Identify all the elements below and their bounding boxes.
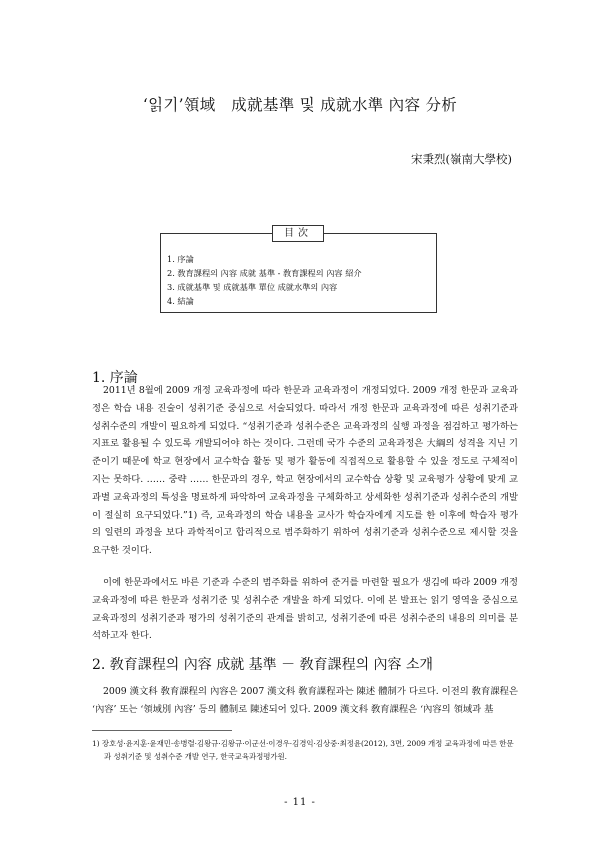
footnote-divider — [92, 730, 232, 731]
toc-list — [167, 252, 362, 308]
toc-heading: 目次 — [272, 225, 324, 242]
body-paragraph: 이에 한문과에서도 바른 기준과 수준의 범주화를 위하여 준거를 마련할 필요가 생김에 따라 2009 개정 교육과정에 따른 한문과 성취기준 및 성취수준 개발을 하게 되었다. 이에 본 발표는 읽기 영역을 중심으로 교육과정의 성취기준과 평가의 성취기준의 관계를 밝히고, 성취기준에 따른 성취수준의 내용의 의미를 분석하고자 한다. — [92, 577, 518, 642]
section-heading-curriculum: 2. 敎育課程의 內容 成就 基準 － 敎育課程의 內容 소개 — [92, 657, 434, 673]
toc-item: 2. 敎育課程의 內容 成就 基準 - 敎育課程의 內容 紹介 — [167, 268, 362, 278]
page-number: - 11 - — [284, 797, 316, 808]
table-of-contents — [160, 233, 437, 313]
body-paragraph: 2011년 8월에 2009 개정 교육과정에 따라 한문과 교육과정이 개정되었다. 2009 개정 한문과 교육과정은 학습 내용 진술이 성취기준 중심으로 서술되었다. 따라서 개정 한문과 교육과정에 따른 성취기준과 성취수준의 개발이 필요하게 되었다. “성취기준과 성취수준은 교육과정의 실행 과정을 점검하고 평가하는 지표로 활용될 수 있도록 개발되어야 하는 것이다. 그런데 국가 수준의 교육과정은 大綱의 성격을 지닌 기준이기 때문에 학교 현장에서 교수학습 활동 및 평가 활동에 직접적으로 활용할 수 있을 정도로 구체적이지는 못하다. …… 중략 …… 한문과의 경우, 학교 현장에서의 교수학습 상황 및 교육평가 상황에 맞게 교과별 교육과정의 특성을 명료하게 파악하여 교육과정을 구체화하고 상세화한 성취기준과 성취수준의 개발이 절실히 요구되었다.”1) 즉, 교육과정의 학습 내용을 교사가 학습자에게 지도를 한 이후에 학습자 평가의 일련의 과정을 보다 과학적이고 합리적으로 범주화하기 위하여 성취기준과 성취수준으로 제시할 것을 요구한 것이다. — [92, 385, 518, 557]
toc-item: 3. 成就基準 및 成就基準 單位 成就水準의 內容 — [167, 282, 338, 292]
section-heading-introduction: 1. 序論 — [92, 370, 138, 386]
paper-title: ‘읽기’領域 成就基準 및 成就水準 內容 分析 — [142, 96, 458, 114]
toc-item: 4. 結論 — [167, 296, 194, 306]
footnote: 1) 장호성·윤지훈·윤재민·송병렬·김왕규·김왕규·이군선·이경우·김경익·김상중·최정윤(2012), 3면, 2009 개정 교육과정에 따른 한문과 성취기준 및 성취수준 개발 연구, 한국교육과정평가원. — [92, 739, 514, 761]
body-paragraph: 2009 漢文科 敎育課程의 內容은 2007 漢文科 敎育課程과는 陳述 體制가 다르다. 이전의 敎育課程은 ‘內容’ 또는 ‘領域別 內容’ 등의 體制로 陳述되어 있다. 2009 漢文科 敎育課程은 ‘內容의 領域과 基 — [92, 686, 518, 715]
toc-item: 1. 序論 — [167, 254, 194, 264]
author-affiliation: 宋秉烈(嶺南大學校) — [411, 152, 512, 166]
